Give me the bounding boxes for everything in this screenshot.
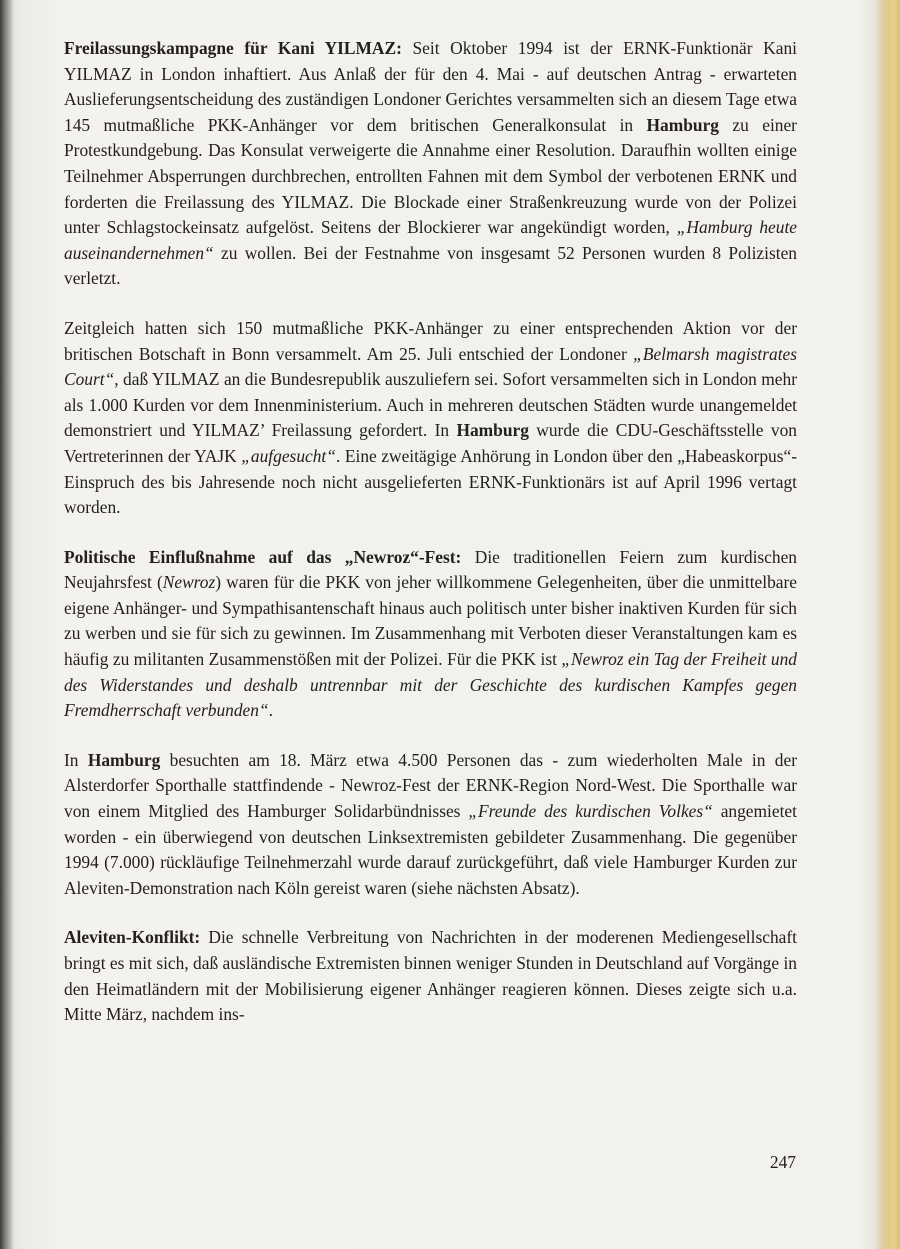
run-text: Die traditionellen Feiern zum kurdischen Neujahrsfest (	[64, 546, 797, 593]
run-text: besuchten am 18. März etwa 4.500 Personen das - zum wiederholten Male in der Alsterdorfer Sporthalle stattfindende - Newroz-Fest der ERNK-Region Nord-West. Die Sporthalle war von einem Mitglied des Hamburger Solidarbündnisses	[64, 749, 797, 822]
run-text: zu einer Protestkundgebung. Das Konsulat verweigerte die Annahme einer Resolution. Daraufhin wollten einige Teilnehmer Absperrungen durchbrechen, entrollten Fahnen mit dem Symbol der verbotenen ERNK und forderten die Freilassung des YILMAZ. Die Blockade einer Straßenkreuzung wurde von der Polizei unter Schlagstockeinsatz aufgelöst. Seitens der Blockierer war angekündigt worden,	[64, 114, 797, 238]
run-text: , daß YILMAZ an die Bundesrepublik auszuliefern sei. Sofort versammelten sich in London mehr als 1.000 Kurden vor dem Innenministerium. Auch in mehreren deutschen Städten wurde unangemeldet demonstriert und YILMAZ’ Freilassung gefordert. In	[64, 369, 797, 441]
body-text	[64, 36, 797, 1052]
run-heading: Freilassungskampagne für Kani YILMAZ:	[64, 38, 402, 58]
paragraph-zeitgleich	[64, 316, 797, 521]
run-emphasis: Hamburg	[87, 749, 161, 770]
run-emphasis: Hamburg	[456, 420, 529, 441]
run-quote: „Hamburg heute auseinandernehmen“	[64, 217, 797, 263]
run-heading: Aleviten-Konflikt:	[64, 927, 201, 948]
run-quote: Newroz	[162, 572, 216, 593]
run-text: angemietet worden - ein überwiegend von deutschen Linksextremisten gebildeter Zusammenhang. Die gegenüber 1994 (7.000) rückläufige Teilnehmerzahl wurde darauf zurückgeführt, daß viele Hamburger Kurden zur Aleviten-Demonstration nach Köln gereist waren (siehe nächsten Absatz).	[64, 801, 797, 898]
run-emphasis: Hamburg	[646, 114, 719, 135]
run-text: zu wollen. Bei der Festnahme von insgesamt 52 Personen wurden 8 Polizisten verletzt.	[64, 242, 797, 289]
paragraph-aleviten	[64, 925, 797, 1027]
paragraph-hamburg-newroz	[64, 748, 797, 902]
run-quote: „Freunde des kurdischen Volkes“	[468, 801, 713, 822]
run-quote: „aufgesucht“	[241, 445, 336, 466]
run-text: Die schnelle Verbreitung von Nachrichten in der moderenen Mediengesellschaft bringt es mit sich, daß ausländische Extremisten binnen weniger Stunden in Deutschland auf Vorgänge in den Heimatländern mit der Mobilisierung eigener Anhänger reagieren können. Dieses zeigte sich u.a. Mitte März, nachdem ins-	[64, 927, 797, 1025]
paragraph-newroz	[64, 545, 797, 724]
run-quote: „Belmarsh magistrates Court“	[64, 343, 798, 390]
run-text: . Eine zweitägige Anhörung in London über den „Habeaskorpus“-Einspruch des bis Jahresende noch nicht ausgelieferten ERNK-Funktionärs ist auf April 1996 vertagt worden.	[64, 445, 797, 518]
run-text: .	[268, 700, 273, 721]
run-text: wurde die CDU-Geschäftsstelle von Vertreterinnen der YAJK	[64, 420, 797, 466]
page-edge	[874, 0, 900, 1249]
page-number: 247	[769, 1152, 796, 1172]
paragraph-freilassungskampagne	[64, 36, 797, 292]
run-heading: Politische Einflußnahme auf das „Newroz“-Fest:	[64, 546, 462, 567]
run-text: ) waren für die PKK von jeher willkommene Gelegenheiten, über die unmittelbare eigene Anhänger- und Sympathisantenschaft hinaus auch politisch unter bisher inaktiven Kurden für sich zu werben und sie für sich zu gewinnen. Im Zusammenhang mit Verboten dieser Veranstaltungen kam es häufig zu militanten Zusammenstößen mit der Polizei. Für die PKK ist	[64, 572, 797, 670]
run-text: Zeitgleich hatten sich 150 mutmaßliche PKK-Anhänger zu einer entsprechenden Aktion vor der britischen Botschaft in Bonn versammelt. Am 25. Juli entschied der Londoner	[64, 317, 797, 364]
run-text: In	[64, 749, 88, 770]
run-text: Seit Oktober 1994 ist der ERNK-Funktionär Kani YILMAZ in London inhaftiert. Aus Anlaß der für den 4. Mai - auf deutschen Antrag - erwarteten Auslieferungsentscheidung des zuständigen Londoner Gerichtes versammelten sich an diesem Tage etwa 145 mutmaßliche PKK-Anhänger vor dem britischen Generalkonsulat in	[64, 38, 797, 135]
run-quote: „Newroz ein Tag der Freiheit und des Widerstandes und deshalb untrennbar mit der Geschichte des kurdischen Kampfes gegen Fremdherrschaft verbunden“	[64, 649, 797, 721]
book-spine-shadow	[0, 0, 14, 1249]
